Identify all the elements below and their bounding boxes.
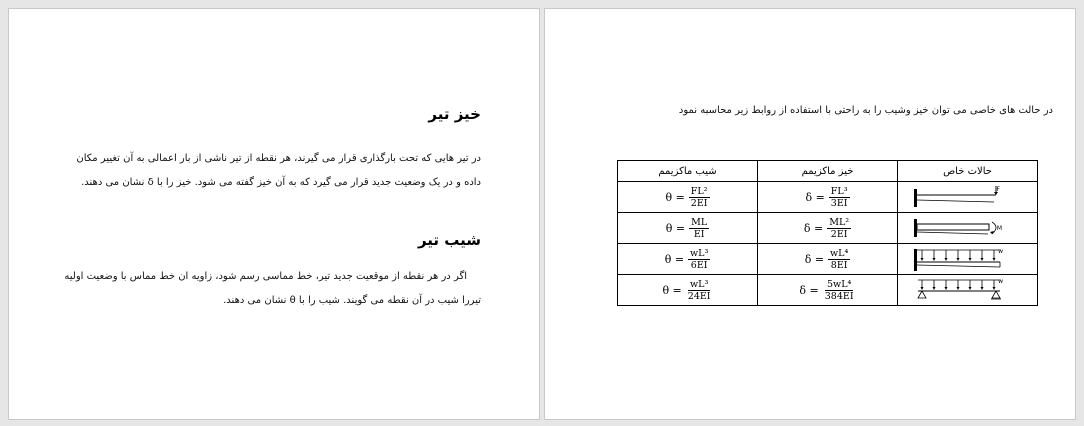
heading-slope: شیب تیر <box>417 231 481 249</box>
case-label: F <box>996 186 1000 193</box>
case-cell <box>898 182 1038 213</box>
paragraph-slope <box>8 265 481 313</box>
paragraph-intro: در حالت های خاصی می توان خیز وشیب را به راحتی با استفاده از روابط زیر محاسبه نمود <box>678 105 1053 116</box>
case-cell <box>898 244 1038 275</box>
case-cell <box>898 275 1038 306</box>
table-row <box>618 182 1038 213</box>
paragraph-line: اگر در هر نقطه از موقعیت جدید تیر، خط مماسی رسم شود، زاویه ان خط مماس با وضعیت اولیه <box>64 271 467 282</box>
table-header-row <box>618 161 1038 182</box>
deflection-cell <box>758 182 898 213</box>
case-cell <box>898 213 1038 244</box>
header-max-slope: شیب ماکزیمم <box>618 161 758 182</box>
cantilever-point-load-icon <box>908 184 1028 210</box>
slope-formula: θ = $\frac{\text{wL³}}{6EI}$ <box>664 247 709 271</box>
formula-table <box>617 160 1038 306</box>
document-page-left <box>8 8 540 420</box>
header-special-cases: حالات خاص <box>898 161 1038 182</box>
deflection-cell <box>758 244 898 275</box>
case-label: M <box>996 225 1002 232</box>
deflection-formula: δ = $\frac{\text{FL³}}{3EI}$ <box>805 185 848 209</box>
paragraph-line: داده و در یک وضعیت جدید قرار می گیرد که به آن خیز گفته می شود. خیز را با δ نشان می دهند. <box>81 177 481 188</box>
table-row <box>618 244 1038 275</box>
case-label: w <box>997 278 1003 285</box>
deflection-cell <box>758 275 898 306</box>
heading-deflection: خیز تیر <box>428 105 481 123</box>
case-label: w <box>997 248 1003 255</box>
cantilever-distributed-load-icon <box>908 245 1028 273</box>
header-max-deflection: خیز ماکزیمم <box>758 161 898 182</box>
slope-cell <box>618 244 758 275</box>
document-page-right <box>544 8 1076 420</box>
paragraph-deflection <box>21 147 481 195</box>
deflection-formula: δ = $\frac{\text{ML²}}{2EI}$ <box>803 216 850 240</box>
paragraph-line: در تیر هایی که تحت بارگذاری قرار می گیرند، هر نقطه از تیر ناشی از بار اعمالی به آن تغییر مکان <box>76 153 481 164</box>
slope-formula: θ = $\frac{\text{FL²}}{2EI}$ <box>665 185 708 209</box>
deflection-formula: δ = $\frac{\text{5wL⁴}}{384EI}$ <box>799 278 854 302</box>
table-row <box>618 275 1038 306</box>
deflection-formula: δ = $\frac{\text{wL⁴}}{8EI}$ <box>804 247 849 271</box>
slope-cell <box>618 182 758 213</box>
paragraph-line: تیررا شیب در آن نقطه می گویند. شیب را با θ نشان می دهند. <box>223 295 481 306</box>
cantilever-moment-icon <box>908 215 1028 241</box>
slope-cell <box>618 213 758 244</box>
simply-supported-distributed-load-icon <box>908 276 1028 304</box>
table-row <box>618 213 1038 244</box>
slope-cell <box>618 275 758 306</box>
deflection-cell <box>758 213 898 244</box>
slope-formula: θ = $\frac{\text{wL³}}{24EI}$ <box>662 278 711 302</box>
slope-formula: θ = $\frac{ML}{EI}$ <box>665 216 708 240</box>
